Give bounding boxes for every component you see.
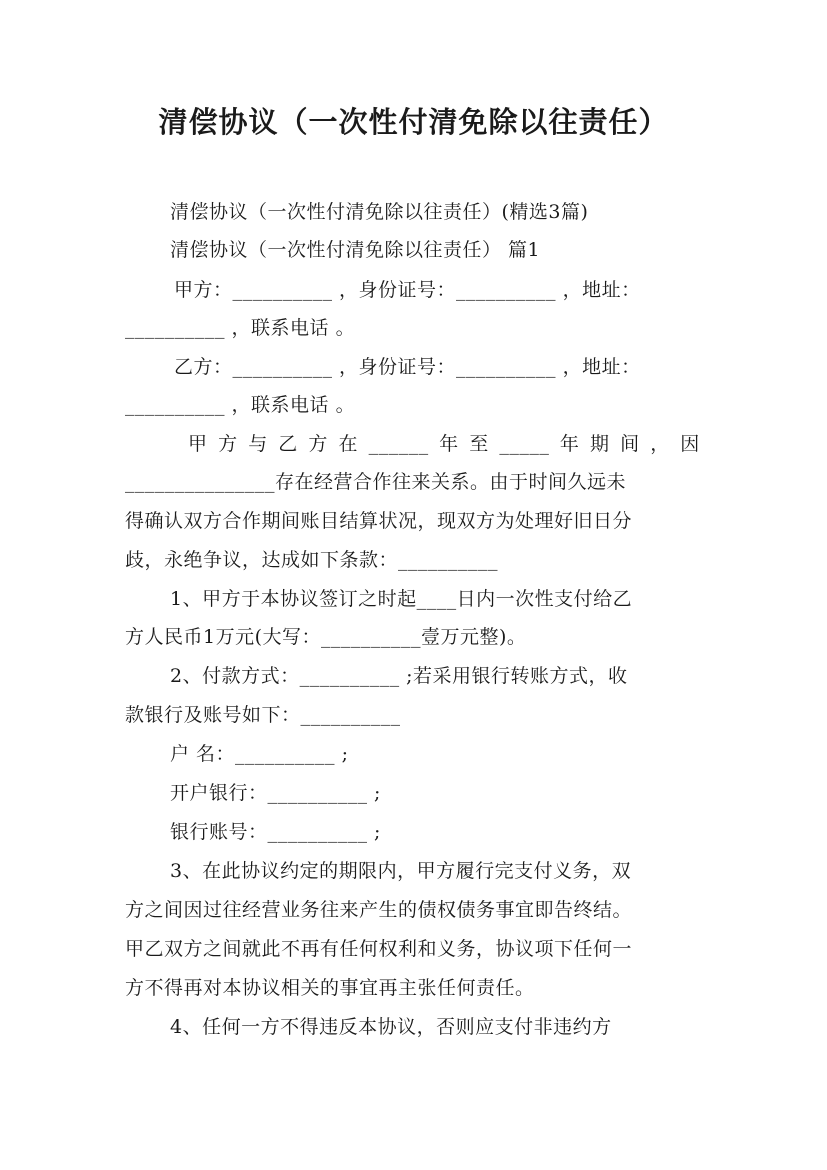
paragraph-1-line-2: _______________存在经营合作往来关系。由于时间久远未 bbox=[125, 471, 627, 493]
account-name-line: 户 名：__________ ; bbox=[170, 743, 349, 765]
party-b-line-1: 乙方：__________ ，身份证号：__________ ，地址： bbox=[174, 356, 641, 378]
clause-2-line-1: 2、付款方式：__________ ;若采用银行转账方式，收 bbox=[170, 665, 628, 687]
section-heading: 清偿协议（一次性付清免除以往责任） 篇1 bbox=[170, 239, 541, 261]
text-fragment: 方 bbox=[308, 433, 328, 455]
clause-1-line-2: 方人民币1万元(大写：__________壹万元整)。 bbox=[125, 626, 527, 648]
text-fragment: 因 bbox=[680, 433, 700, 455]
text-fragment: 在 bbox=[338, 433, 358, 455]
clause-3-line-3: 甲乙双方之间就此不再有任何权利和义务，协议项下任何一 bbox=[125, 938, 633, 960]
clause-4-line-1: 4、任何一方不得违反本协议，否则应支付非违约方 bbox=[170, 1016, 612, 1038]
document-subtitle: 清偿协议（一次性付清免除以往责任）(精选3篇) bbox=[170, 201, 589, 223]
blank-field: _____ bbox=[499, 433, 550, 455]
text-fragment: 方 bbox=[218, 433, 238, 455]
clause-2-line-2: 款银行及账号如下：__________ bbox=[125, 704, 401, 726]
clause-3-line-4: 方不得再对本协议相关的事宜再主张任何责任。 bbox=[125, 977, 535, 999]
text-fragment: 间 bbox=[620, 433, 640, 455]
clause-1-line-1: 1、甲方于本协议签订之时起____日内一次性支付给乙 bbox=[170, 588, 633, 610]
paragraph-1-line-1 bbox=[188, 432, 700, 456]
account-number-line: 银行账号：__________ ; bbox=[170, 821, 381, 843]
document-title: 清偿协议（一次性付清免除以往责任） bbox=[158, 105, 669, 139]
party-b-line-2: __________ ，联系电话 。 bbox=[125, 394, 356, 416]
blank-field: ______ bbox=[368, 433, 429, 455]
paragraph-1-line-4: 歧，永绝争议，达成如下条款：__________ bbox=[125, 549, 499, 571]
text-fragment: ， bbox=[650, 433, 670, 455]
party-a-line-2: __________ ，联系电话 。 bbox=[125, 317, 356, 339]
clause-3-line-1: 3、在此协议约定的期限内，甲方履行完支付义务，双 bbox=[170, 860, 632, 882]
text-fragment: 年 bbox=[439, 433, 459, 455]
text-fragment: 期 bbox=[590, 433, 610, 455]
clause-3-line-2: 方之间因过往经营业务往来产生的债权债务事宜即告终结。 bbox=[125, 899, 633, 921]
bank-name-line: 开户银行：__________ ; bbox=[170, 782, 381, 804]
text-fragment: 年 bbox=[559, 433, 580, 455]
party-a-line-1: 甲方：__________ ，身份证号：__________ ，地址： bbox=[174, 279, 641, 301]
text-fragment: 甲 bbox=[188, 433, 208, 455]
paragraph-1-line-3: 得确认双方合作期间账目结算状况，现双方为处理好旧日分 bbox=[125, 510, 633, 532]
text-fragment: 乙 bbox=[278, 433, 298, 455]
text-fragment: 至 bbox=[469, 433, 489, 455]
text-fragment: 与 bbox=[248, 433, 268, 455]
